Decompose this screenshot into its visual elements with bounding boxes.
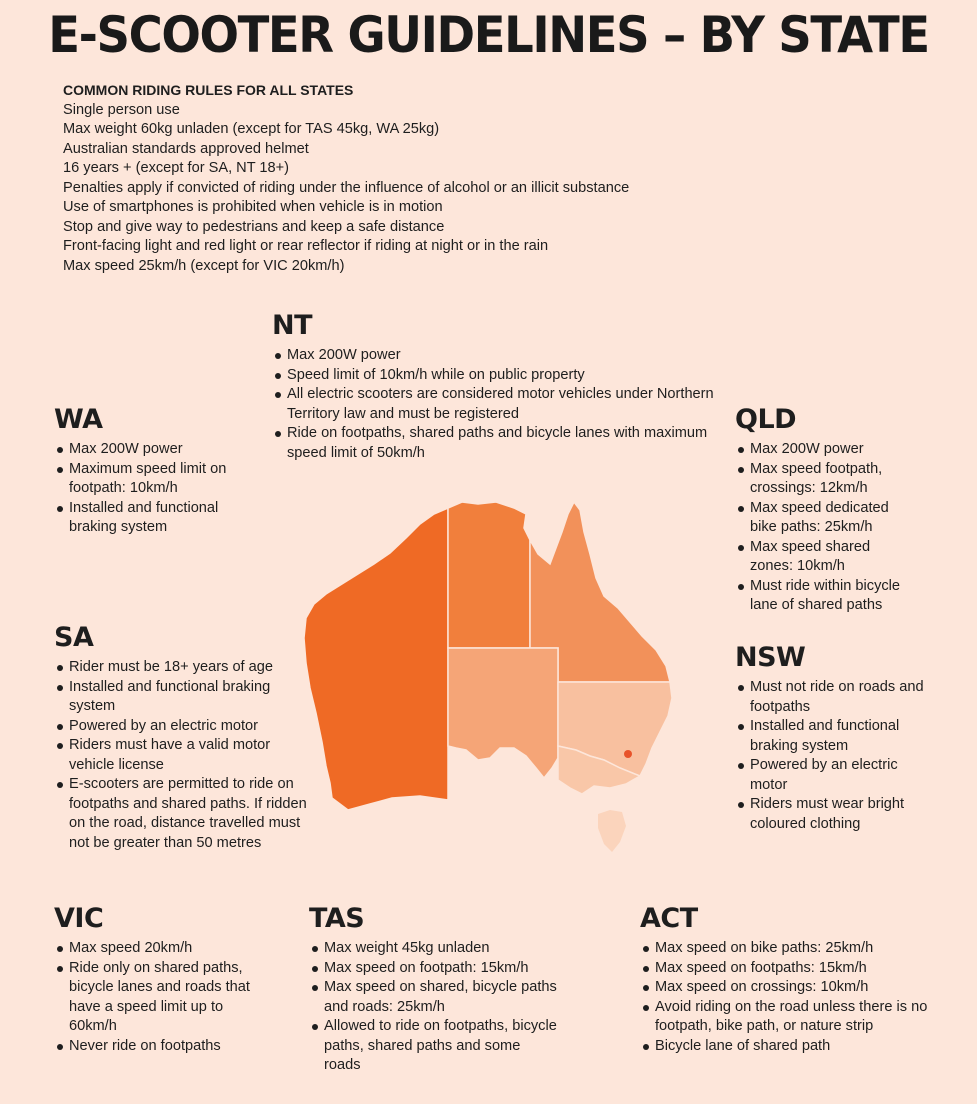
page-title: E-SCOOTER GUIDELINES – BY STATE xyxy=(48,6,929,64)
list-item: Must ride within bicycle lane of shared paths xyxy=(735,577,915,616)
map-region-act xyxy=(624,750,632,758)
state-tas xyxy=(309,903,559,1076)
list-item: Bicycle lane of shared path xyxy=(640,1037,940,1057)
list-item: Riders must have a valid motor vehicle license xyxy=(54,736,314,775)
state-vic xyxy=(54,903,254,1056)
state-rules-list xyxy=(640,939,940,1056)
list-item: Max speed on footpaths: 15km/h xyxy=(640,959,940,979)
list-item: Max 200W power xyxy=(735,440,915,460)
common-rule: Australian standards approved helmet xyxy=(63,140,309,157)
map-region-nt xyxy=(448,502,530,648)
list-item: Max speed footpath, crossings: 12km/h xyxy=(735,460,915,499)
list-item: Max weight 45kg unladen xyxy=(309,939,559,959)
state-sa xyxy=(54,622,314,853)
state-wa xyxy=(54,404,254,538)
state-heading: NT xyxy=(272,310,313,341)
state-heading: SA xyxy=(54,622,94,653)
common-rule: Use of smartphones is prohibited when vehicle is in motion xyxy=(63,199,443,215)
list-item: Maximum speed limit on footpath: 10km/h xyxy=(54,460,254,499)
map-region-tas xyxy=(598,810,626,852)
list-item: Speed limit of 10km/h while on public property xyxy=(272,366,722,386)
list-item: Max 200W power xyxy=(54,440,254,460)
list-item: Avoid riding on the road unless there is no footpath, bike path, or nature strip xyxy=(640,998,940,1037)
list-item: E-scooters are permitted to ride on footpaths and shared paths. If ridden on the road, distance travelled must not be greater than 50 metres xyxy=(54,775,314,853)
state-heading: VIC xyxy=(54,903,104,934)
list-item: Riders must wear bright coloured clothing xyxy=(735,795,925,834)
state-heading: WA xyxy=(54,404,103,435)
state-rules-list xyxy=(54,658,314,853)
common-rule: Max weight 60kg unladen (except for TAS 45kg, WA 25kg) xyxy=(63,121,440,137)
map-region-wa xyxy=(304,508,448,810)
state-rules-list xyxy=(272,346,722,463)
list-item: Max speed shared zones: 10km/h xyxy=(735,538,915,577)
common-rule: Single person use xyxy=(63,101,180,118)
common-rule: 16 years + (except for SA, NT 18+) xyxy=(63,160,290,176)
common-rules-heading: COMMON RIDING RULES FOR ALL STATES xyxy=(63,82,354,98)
state-rules-list xyxy=(735,440,915,616)
list-item: Max speed on crossings: 10km/h xyxy=(640,978,940,998)
list-item: Ride only on shared paths, bicycle lanes and roads that have a speed limit up to 60km/h xyxy=(54,959,254,1037)
list-item: Max speed on bike paths: 25km/h xyxy=(640,939,940,959)
list-item: Installed and functional braking system xyxy=(735,717,925,756)
common-rule: Penalties apply if convicted of riding under the influence of alcohol or an illicit substance xyxy=(63,179,630,196)
list-item: Powered by an electric motor xyxy=(54,717,314,737)
state-rules-list xyxy=(735,678,925,834)
list-item: Rider must be 18+ years of age xyxy=(54,658,314,678)
state-nt xyxy=(272,310,722,463)
list-item: Installed and functional braking system xyxy=(54,499,254,538)
common-rules xyxy=(63,81,629,276)
map-region-sa xyxy=(448,648,558,778)
list-item: Max speed on footpath: 15km/h xyxy=(309,959,559,979)
list-item: Installed and functional braking system xyxy=(54,678,314,717)
state-heading: QLD xyxy=(735,404,797,435)
australia-map xyxy=(300,498,700,858)
list-item: Max 200W power xyxy=(272,346,722,366)
list-item: Allowed to ride on footpaths, bicycle paths, shared paths and some roads xyxy=(309,1017,559,1076)
list-item: Max speed on shared, bicycle paths and roads: 25km/h xyxy=(309,978,559,1017)
state-rules-list xyxy=(54,440,254,538)
state-heading: TAS xyxy=(309,903,365,934)
list-item: Max speed dedicated bike paths: 25km/h xyxy=(735,499,915,538)
list-item: Must not ride on roads and footpaths xyxy=(735,678,925,717)
state-nsw xyxy=(735,642,925,834)
state-act xyxy=(640,903,940,1056)
state-rules-list xyxy=(54,939,254,1056)
state-qld xyxy=(735,404,915,616)
common-rule: Front-facing light and red light or rear reflector if riding at night or in the rain xyxy=(63,238,549,254)
state-heading: NSW xyxy=(735,642,806,673)
common-rule: Max speed 25km/h (except for VIC 20km/h) xyxy=(63,257,345,274)
common-rule: Stop and give way to pedestrians and keep a safe distance xyxy=(63,218,445,235)
list-item: Powered by an electric motor xyxy=(735,756,925,795)
list-item: Max speed 20km/h xyxy=(54,939,254,959)
list-item: Never ride on footpaths xyxy=(54,1037,254,1057)
list-item: All electric scooters are considered motor vehicles under Northern Territory law and must be registered xyxy=(272,385,722,424)
state-heading: ACT xyxy=(640,903,698,934)
list-item: Ride on footpaths, shared paths and bicycle lanes with maximum speed limit of 50km/h xyxy=(272,424,722,463)
state-rules-list xyxy=(309,939,559,1076)
